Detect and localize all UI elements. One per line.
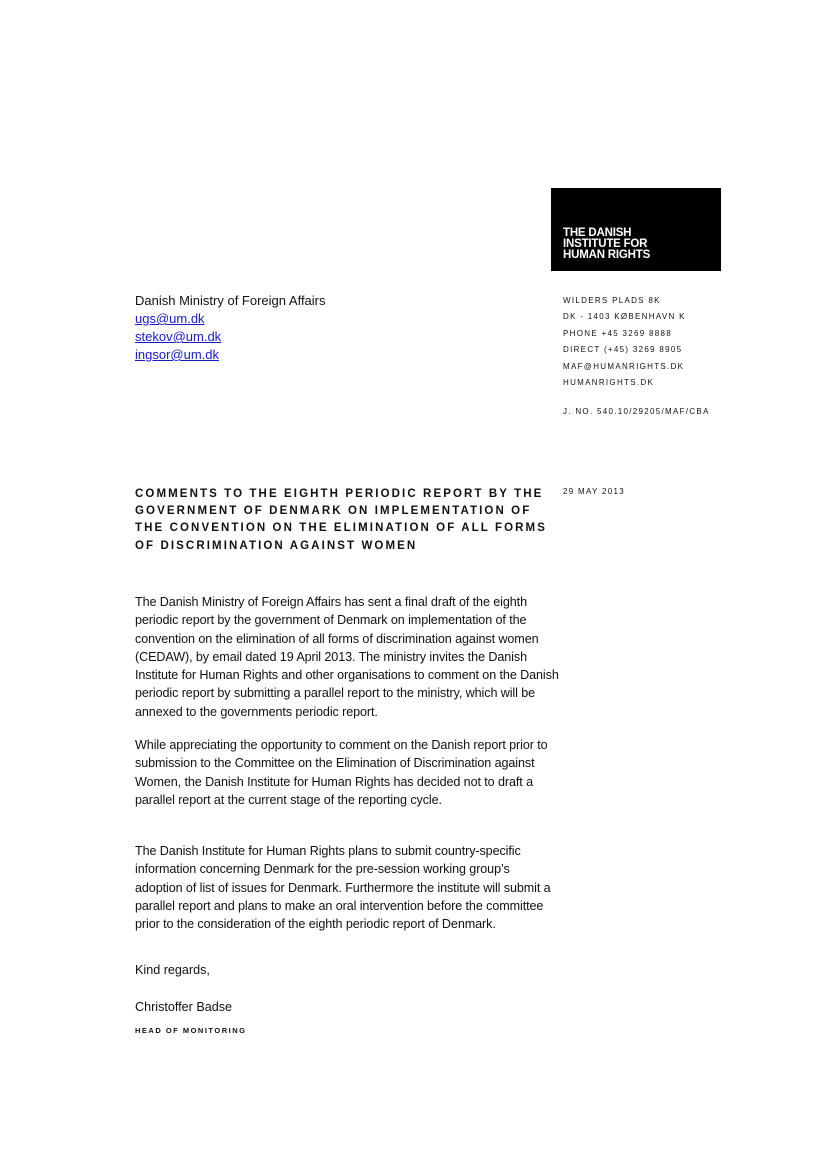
body-paragraph: While appreciating the opportunity to comment on the Danish report prior to submission to the Committee on the Elimination of Discrimination against Women, the Danish Institute for Human Rights has decided not to draft a parallel report at the current stage of the reporting cycle. xyxy=(135,738,548,807)
logo-line: HUMAN RIGHTS xyxy=(563,249,651,261)
address-line: MAF@HUMANRIGHTS.DK xyxy=(563,361,685,371)
address-line: HUMANRIGHTS.DK xyxy=(563,378,655,388)
signer-name: Christoffer Badse xyxy=(135,1000,233,1014)
body-paragraph: The Danish Ministry of Foreign Affairs has sent a final draft of the eighth periodic report by the government of Denmark on implementation of the convention on the elimination of all forms of discrimination against women (CEDAW), by email dated 19 April 2013. The ministry invites the Danish Institute for Human Rights and other organisations to comment on the Danish periodic report by submitting a parallel report to the ministry, which will be annexed to the governments periodic report. xyxy=(135,595,559,719)
recipient-name: Danish Ministry of Foreign Affairs xyxy=(135,293,326,308)
recipient-email-link[interactable]: ingsor@um.dk xyxy=(135,347,220,362)
logo-line: INSTITUTE FOR xyxy=(563,238,648,250)
letter-subject: COMMENTS TO THE EIGHTH PERIODIC REPORT BY THE GOVERNMENT OF DENMARK ON IMPLEMENTATION OF THE CONVENTION ON THE ELIMINATION OF ALL FORMS OF DISCRIMINATION AGAINST WOMEN xyxy=(135,488,547,552)
letter-date: 29 MAY 2013 xyxy=(563,487,626,496)
institute-logo xyxy=(551,188,721,271)
address-line: DK - 1403 KØBENHAVN K xyxy=(563,312,686,322)
recipient-block xyxy=(135,292,326,364)
address-line: WILDERS PLADS 8K xyxy=(563,296,661,305)
recipient-email-link[interactable]: stekov@um.dk xyxy=(135,329,222,344)
logo-line: THE DANISH xyxy=(563,227,632,239)
journal-number: J. NO. 540.10/29205/MAF/CBA xyxy=(563,407,710,416)
address-line: PHONE +45 3269 8888 xyxy=(563,328,672,338)
closing-salutation: Kind regards, xyxy=(135,963,210,977)
sender-address xyxy=(563,293,686,391)
body-paragraph: The Danish Institute for Human Rights plans to submit country-specific information concerning Denmark for the pre-session working group’s adoption of list of issues for Denmark. Furthermore the institute will submit a parallel report and plans to make an oral intervention before the committee prior to the consideration of the eighth periodic report of Denmark. xyxy=(135,844,551,932)
signer-title: HEAD OF MONITORING xyxy=(135,1026,247,1035)
recipient-email-link[interactable]: ugs@um.dk xyxy=(135,311,205,326)
address-line: DIRECT (+45) 3269 8905 xyxy=(563,345,683,355)
